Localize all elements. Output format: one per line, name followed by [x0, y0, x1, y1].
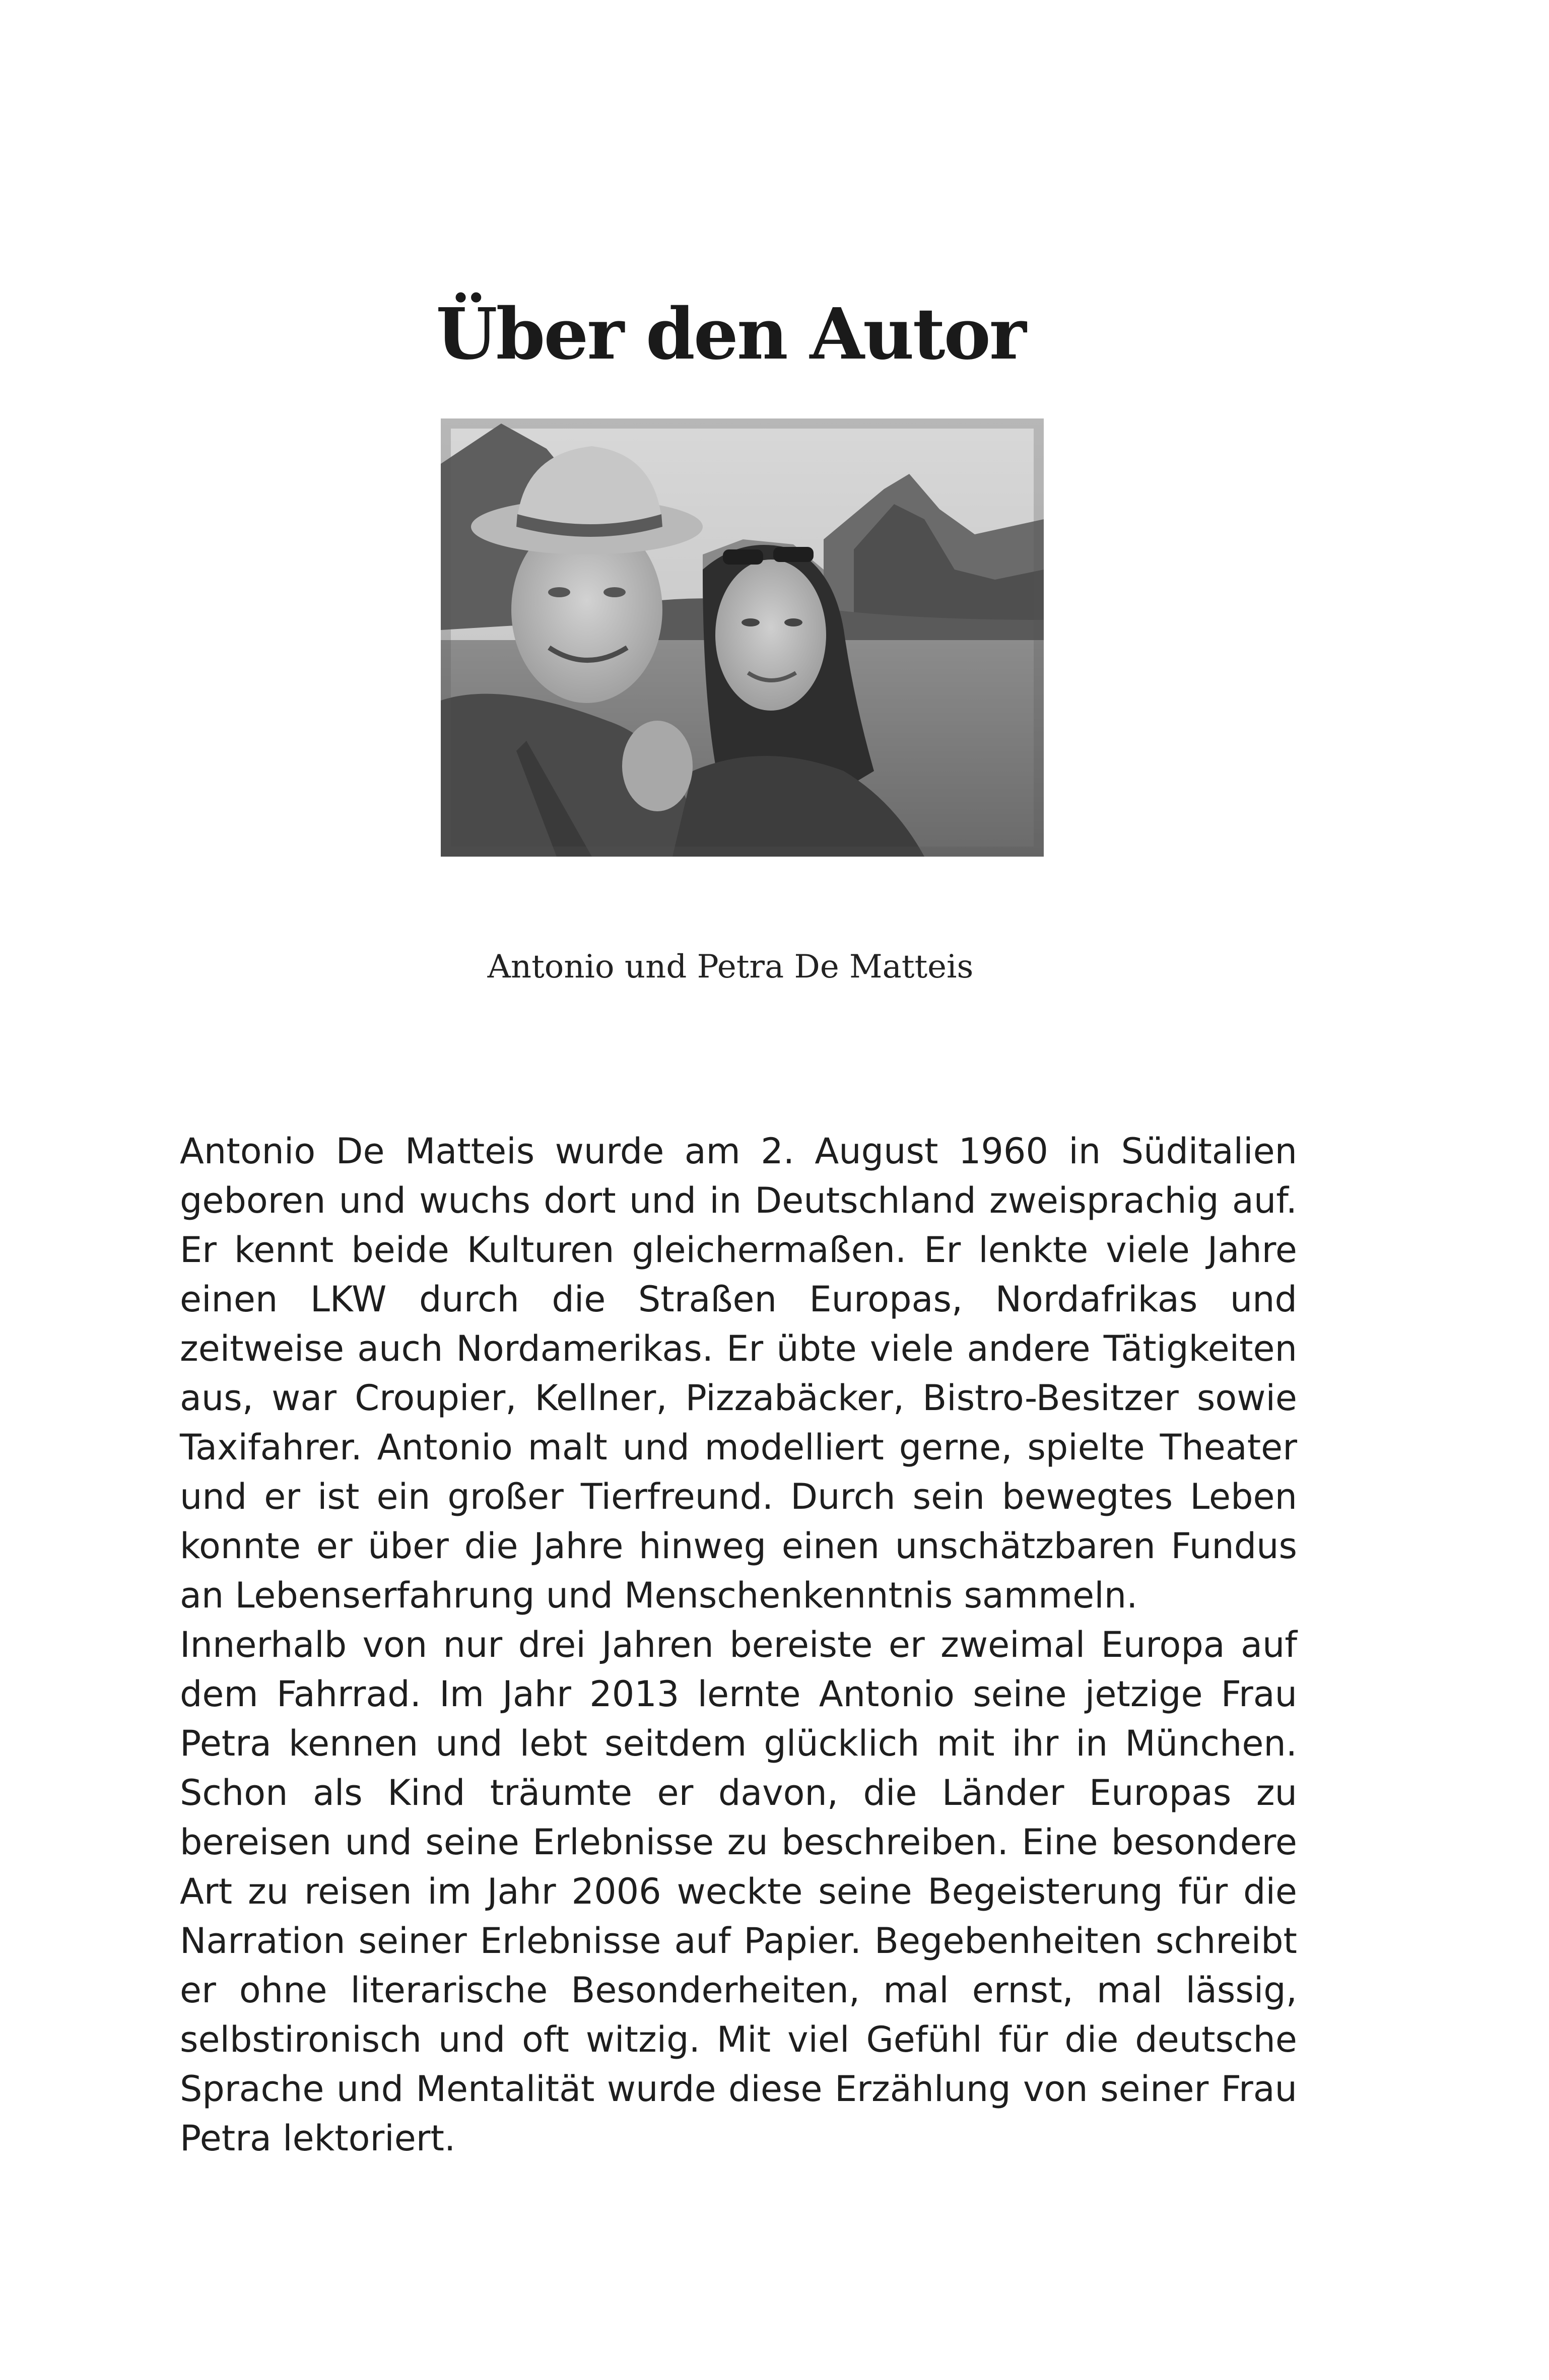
author-photo	[441, 418, 1044, 857]
bio-paragraph: Innerhalb von nur drei Jahren bereiste er zweimal Europa auf dem Fahrrad. Im Jahr 2013 lernte Antonio seine jetzige Frau Petra kennen und lebt seitdem glücklich mit ihr in München. Schon als Kind träumte er davon, die Länder Europas zu bereisen und seine Erlebnisse zu beschreiben. Eine besondere Art zu reisen im Jahr 2006 weckte seine Begeisterung für die Narration seiner Erlebnisse auf Papier. Begebenheiten schreibt er ohne literarische Besonderheiten, mal ernst, mal lässig, selbstironisch und oft witzig. Mit viel Gefühl für die deutsche Sprache und Mentalität wurde diese Erzählung von seiner Frau Petra lektoriert.	[180, 1624, 1297, 2159]
photo-caption: Antonio und Petra De Matteis	[487, 948, 974, 986]
bio-paragraph: Antonio De Matteis wurde am 2. August 1960 in Süditalien geboren und wuchs dort und in Deutschland zweisprachig auf. Er kennt beide Kulturen gleichermaßen. Er lenkte viele Jahre einen LKW durch die Straßen Europas, Nordafrikas und zeitweise auch Nordamerikas. Er übte viele andere Tätigkeiten aus, war Croupier, Kellner, Pizzabäcker, Bistro-Besitzer sowie Taxifahrer. Antonio malt und modelliert gerne, spielte Theater und er ist ein großer Tierfreund. Durch sein bewegtes Leben konnte er über die Jahre hinweg einen unschätzbaren Fundus an Lebenserfahrung und Menschenkenntnis sammeln.	[180, 1131, 1297, 1616]
portrait-photo-icon	[441, 418, 1044, 857]
page-title: Über den Autor	[436, 293, 1025, 376]
author-biography	[180, 1127, 1297, 2163]
